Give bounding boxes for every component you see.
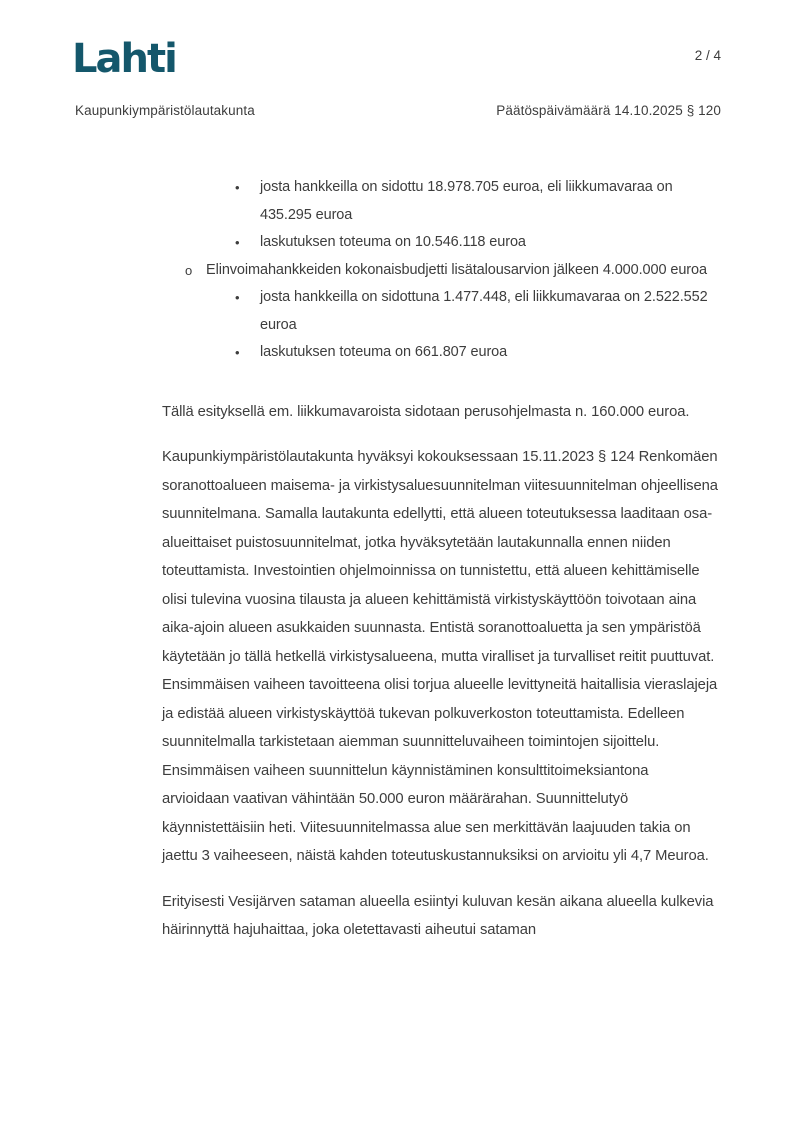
- filled-bullet-icon: •: [235, 290, 240, 305]
- list-item-text: laskutuksen toteuma on 10.546.118 euroa: [260, 234, 526, 250]
- list-item: [185, 257, 720, 285]
- list-item: [235, 284, 710, 339]
- list-item-text: Elinvoimahankkeiden kokonaisbudjetti lisätalousarvion jälkeen 4.000.000 euroa: [206, 261, 707, 278]
- list-item: [235, 229, 710, 257]
- filled-bullet-icon: •: [235, 345, 240, 360]
- list-item: [235, 174, 710, 229]
- list-item: [235, 339, 710, 367]
- committee-name: Kaupunkiympäristölautakunta: [75, 103, 255, 118]
- paragraph: Erityisesti Vesijärven sataman alueella esiintyi kuluvan kesän aikana alueella kulkevia häirinnyttä hajuhaittaa, joka oletettavasti aiheutui sataman: [162, 893, 714, 938]
- decision-date: Päätöspäivämäärä 14.10.2025 § 120: [496, 103, 721, 118]
- lahti-logo: Lahti: [72, 36, 176, 82]
- paragraph: Kaupunkiympäristölautakunta hyväksyi kokouksessaan 15.11.2023 § 124 Renkomäen soranottoalueen maisema- ja virkistysaluesuunnitelman viitesuunnitelman ohjeellisena suunnitelmana. Samalla lautakunta edellytti, että alueen toteutuksessa laaditaan osa-alueittaiset puistosuunnitelmat, jotka hyväksytetään lautakunnalla ennen niiden toteuttamista. Investointien ohjelmoinnissa on tunnistettu, että alueen kehittämiselle olisi tulevina vuosina tilausta ja alueen kehittämistä virkistyskäyttöön toivotaan aina aika-ajoin alueen asukkaiden suunnasta. Entistä soranottoaluetta ja sen ympäristöä käytetään jo tällä hetkellä virkistysalueena, mutta viralliset ja turvalliset reitit puuttuvat. Ensimmäisen vaiheen tavoitteena olisi torjua alueelle levittyneitä haitallisia vieraslajeja ja edistää alueen virkistyskäyttöä tukevan polkuverkoston toteuttamista. Edelleen suunnitelmalla tarkistetaan aiemman suunnitteluvaiheen toimintojen sijoittelu. Ensimmäisen vaiheen suunnittelun käynnistäminen konsulttitoimeksiantona arvioidaan vaativan vähintään 50.000 euron määrärahan. Suunnittelutyö käynnistettäisiin heti. Viitesuunnitelmassa alue sen merkittävän laajuuden takia on jaettu 3 vaiheeseen, näistä kahden toteutuskustannuksiksi on arvioitu yli 4,7 Meuroa.: [162, 449, 718, 864]
- document-body: [0, 174, 793, 945]
- filled-bullet-icon: •: [235, 180, 240, 195]
- page-number: 2 / 4: [694, 48, 721, 63]
- paragraph: Tällä esityksellä em. liikkumavaroista sidotaan perusohjelmasta n. 160.000 euroa.: [162, 403, 690, 420]
- list-item-text: laskutuksen toteuma on 661.807 euroa: [260, 344, 508, 360]
- list-item-text: josta hankkeilla on sidottu 18.978.705 euroa, eli liikkumavaraa on 435.295 euroa: [260, 179, 673, 223]
- circle-bullet-icon: o: [185, 262, 193, 278]
- filled-bullet-icon: •: [235, 235, 240, 250]
- document-header: [75, 103, 721, 118]
- list-item-text: josta hankkeilla on sidottuna 1.477.448, eli liikkumavaraa on 2.522.552 euroa: [260, 289, 708, 333]
